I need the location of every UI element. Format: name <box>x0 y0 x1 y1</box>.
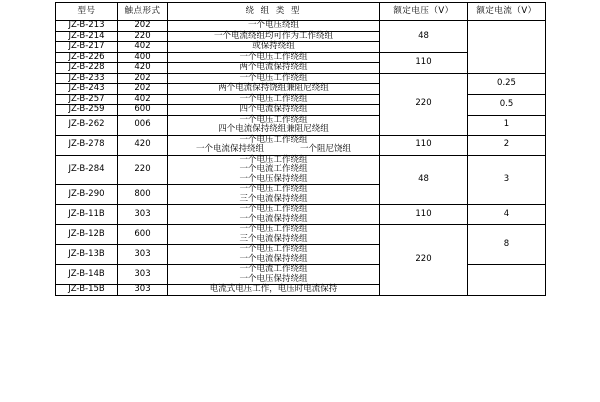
winding-line: 一个电压工作绕组 <box>239 72 308 83</box>
winding-line: 一个电压工作绕组 <box>239 244 308 255</box>
winding-line: 一个电压保持绕组 <box>239 173 308 184</box>
winding-line: 一个电压工作绕组 <box>239 224 308 235</box>
cell-winding-type <box>168 135 380 155</box>
cell-contact-form: 600 <box>118 225 168 245</box>
cell-model: JZ-B-226 <box>56 52 118 63</box>
winding-line: 一个电压工作绕组 <box>239 93 308 104</box>
cell-rated-voltage: 110 <box>380 52 468 73</box>
cell-winding-type <box>168 21 380 32</box>
cell-model: JZ-B-13B <box>56 245 118 265</box>
winding-line: 一个电流工作绕组 <box>239 164 308 175</box>
winding-line: 两个电流保持饶组兼阻尼绕组 <box>218 83 329 94</box>
winding-line: 一个电流保持绕组 <box>239 253 308 264</box>
cell-contact-form: 220 <box>118 31 168 42</box>
cell-model: JZ-B-228 <box>56 63 118 74</box>
table-row <box>56 155 546 185</box>
column-header-contact-form: 触点形式 <box>118 3 168 21</box>
cell-model: JZ-B-214 <box>56 31 118 42</box>
cell-rated-voltage: 220 <box>380 73 468 135</box>
winding-line: 一个电压工作绕组 <box>239 154 308 165</box>
cell-contact-form: 402 <box>118 42 168 53</box>
cell-contact-form: 202 <box>118 73 168 84</box>
cell-contact-form: 202 <box>118 84 168 95</box>
winding-line: 一个电流保持绕组 <box>239 213 308 224</box>
winding-line: 一个电流工作绕组 <box>239 264 308 275</box>
cell-winding-type <box>168 52 380 63</box>
cell-rated-current <box>468 265 546 296</box>
winding-line: 电流式电压工作，电压时电流保持 <box>209 284 338 295</box>
winding-line: 一个电压绕组 <box>247 20 299 30</box>
cell-model: JZ-B-257 <box>56 94 118 105</box>
cell-model: JZ-B-259 <box>56 105 118 116</box>
cell-contact-form: 400 <box>118 52 168 63</box>
cell-contact-form: 006 <box>118 115 168 135</box>
cell-model: JZ-B-217 <box>56 42 118 53</box>
cell-contact-form: 220 <box>118 155 168 185</box>
cell-winding-type <box>168 285 380 296</box>
winding-line: 一个电压工作绕组 <box>239 114 308 125</box>
column-header-rated-current: 额定电流（V） <box>468 3 546 21</box>
cell-winding-type <box>168 105 380 116</box>
cell-model: JZ-B-262 <box>56 115 118 135</box>
winding-line: 或保持绕组 <box>252 41 295 52</box>
cell-winding-type <box>168 42 380 53</box>
cell-contact-form: 303 <box>118 265 168 285</box>
cell-contact-form: 303 <box>118 285 168 296</box>
winding-line: 四个电流保持绕组 <box>239 104 308 115</box>
cell-rated-voltage: 110 <box>380 205 468 225</box>
cell-model: JZ-B-233 <box>56 73 118 84</box>
winding-line: 一个电压保持绕组 <box>239 273 308 284</box>
cell-rated-current: 8 <box>468 225 546 265</box>
winding-line: 一个电压工作绕组 <box>239 184 308 195</box>
cell-model: JZ-B-278 <box>56 135 118 155</box>
cell-winding-type <box>168 115 380 135</box>
cell-model: JZ-B-290 <box>56 185 118 205</box>
cell-contact-form: 420 <box>118 135 168 155</box>
table-row <box>56 225 546 245</box>
cell-rated-current: 0.5 <box>468 94 546 115</box>
cell-contact-form: 800 <box>118 185 168 205</box>
cell-model: JZ-B-14B <box>56 265 118 285</box>
winding-line: 三个电流保持绕组 <box>239 193 308 204</box>
cell-winding-type <box>168 205 380 225</box>
cell-rated-current: 1 <box>468 115 546 135</box>
cell-rated-voltage: 48 <box>380 155 468 205</box>
cell-winding-type <box>168 265 380 285</box>
cell-winding-type <box>168 155 380 185</box>
cell-winding-type <box>168 84 380 95</box>
document-page <box>0 2 600 402</box>
specification-table <box>55 2 546 296</box>
table-row <box>56 135 546 155</box>
column-header-winding-type: 绕 组 类 型 <box>168 3 380 21</box>
column-header-model: 型号 <box>56 3 118 21</box>
winding-line: 三个电流保持绕组 <box>239 233 308 244</box>
cell-model: JZ-B-284 <box>56 155 118 185</box>
winding-line: 一个电流保持绕组 一个阻尼饶组 <box>195 144 352 155</box>
cell-winding-type <box>168 31 380 42</box>
table-header <box>56 3 546 21</box>
cell-contact-form: 303 <box>118 245 168 265</box>
cell-model: JZ-B-12B <box>56 225 118 245</box>
cell-rated-current: 2 <box>468 135 546 155</box>
cell-winding-type <box>168 225 380 245</box>
cell-rated-current: 3 <box>468 155 546 205</box>
table-row <box>56 115 546 135</box>
cell-contact-form: 202 <box>118 21 168 32</box>
cell-contact-form: 420 <box>118 63 168 74</box>
winding-line: 一个电压工作绕组 <box>239 134 308 145</box>
table-body <box>56 21 546 296</box>
cell-rated-current: 4 <box>468 205 546 225</box>
cell-rated-voltage: 220 <box>380 225 468 296</box>
cell-model: JZ-B-213 <box>56 21 118 32</box>
table-row <box>56 205 546 225</box>
cell-winding-type <box>168 245 380 265</box>
cell-winding-type <box>168 63 380 74</box>
cell-winding-type <box>168 185 380 205</box>
table-row <box>56 21 546 32</box>
table-header-row <box>56 3 546 21</box>
table-row <box>56 265 546 285</box>
cell-contact-form: 600 <box>118 105 168 116</box>
cell-rated-current: 0.25 <box>468 73 546 94</box>
cell-model: JZ-B-11B <box>56 205 118 225</box>
winding-line: 一个电压工作绕组 <box>239 204 308 215</box>
cell-model: JZ-B-15B <box>56 285 118 296</box>
cell-rated-voltage: 48 <box>380 21 468 53</box>
winding-line: 一个电流绕组均可作为工作绕组 <box>213 30 333 41</box>
column-header-rated-voltage: 额定电压（V） <box>380 3 468 21</box>
cell-contact-form: 303 <box>118 205 168 225</box>
cell-rated-current <box>468 21 546 74</box>
winding-line: 两个电流保持绕组 <box>239 62 308 73</box>
winding-line: 一个电压工作绕组 <box>239 51 308 62</box>
cell-contact-form: 402 <box>118 94 168 105</box>
winding-line: 四个电流保持绕组兼阻尼绕组 <box>218 124 329 135</box>
cell-model: JZ-B-243 <box>56 84 118 95</box>
cell-rated-voltage: 110 <box>380 135 468 155</box>
